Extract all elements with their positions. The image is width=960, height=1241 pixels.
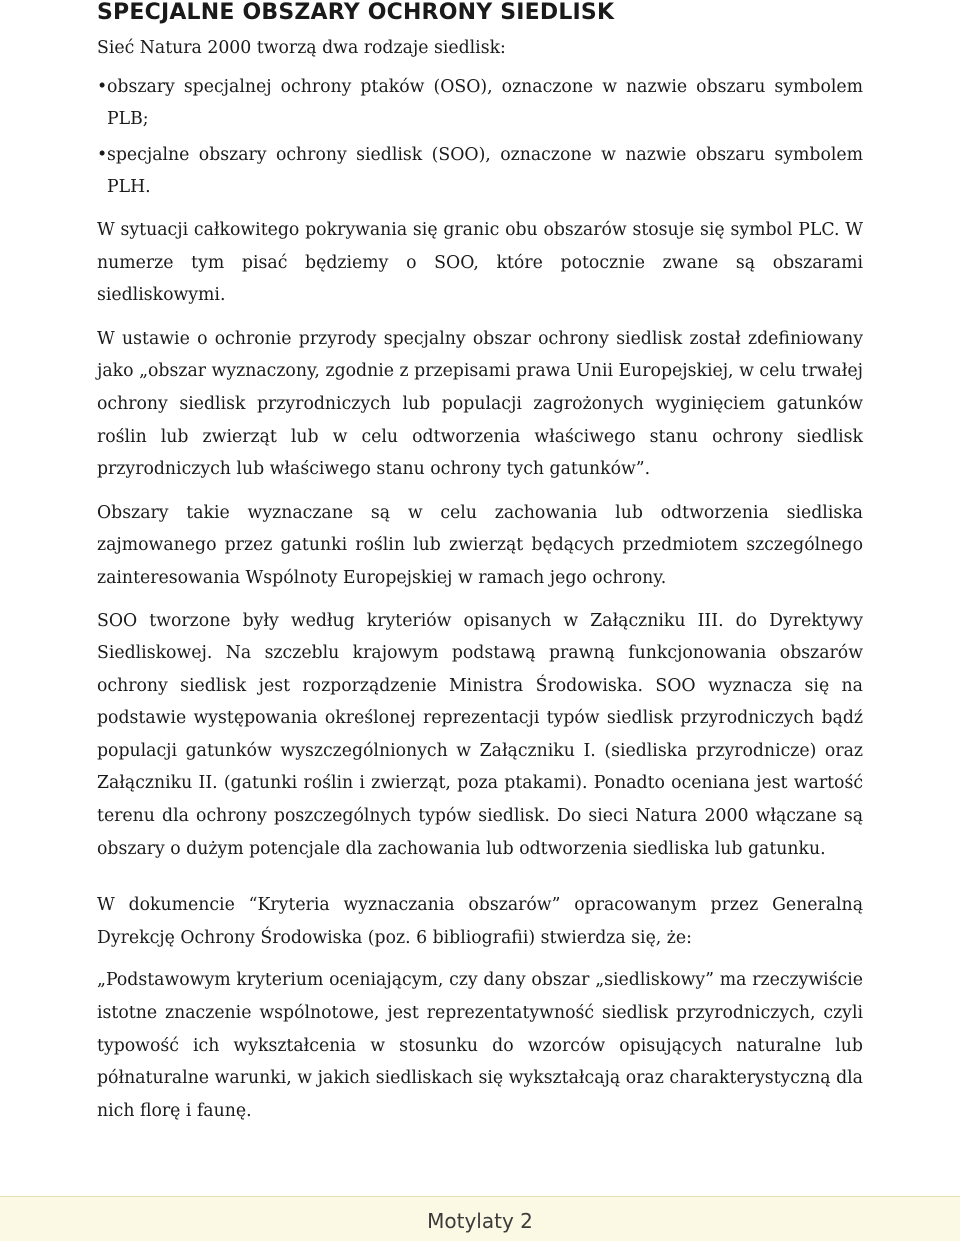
intro-text: Sieć Natura 2000 tworzą dwa rodzaje siedlisk: — [97, 38, 506, 58]
document-body — [97, 0, 863, 1127]
paragraph-definition: W ustawie o ochronie przyrody specjalny obszar ochrony siedlisk został zdefiniowany jako „obszar wyznaczony, zgodnie z przepisami prawa Unii Europejskiej, w celu trwałej ochrony siedlisk przyrodniczych lub populacji zagrożonych wyginięciem gatunków roślin lub zwierząt lub w celu odtworzenia właściwego stanu ochrony siedlisk przyrodniczych lub właściwego stanu ochrony tych gatunków”. — [97, 328, 863, 480]
list-item: • specjalne obszary ochrony siedlisk (SOO), oznaczone w nazwie obszaru symbolem PLH. — [97, 139, 863, 204]
paragraph-designation: Obszary takie wyznaczane są w celu zachowania lub odtworzenia siedliska zajmowanego przez gatunki roślin lub zwierząt będących przedmiotem szczególnego zainteresowania Wspólnoty Europejskiej w ramach jego ochrony. — [97, 502, 863, 588]
list-item: • obszary specjalnej ochrony ptaków (OSO), oznaczone w nazwie obszaru symbolem PLB; — [97, 71, 863, 136]
habitat-types-list — [97, 71, 863, 204]
paragraph-document: W dokumencie “Kryteria wyznaczania obszarów” opracowanym przez Generalną Dyrekcję Ochrony Środowiska (poz. 6 bibliografii) stwierdza się, że: — [97, 895, 863, 948]
page-title: SPECJALNE OBSZARY OCHRONY SIEDLISK — [97, 0, 615, 25]
footer-label: Motylaty 2 — [427, 1209, 533, 1233]
paragraph-plc: W sytuacji całkowitego pokrywania się granic obu obszarów stosuje się symbol PLC. W numerze tym pisać będziemy o SOO, które potocznie zwane są obszarami siedliskowymi. — [97, 219, 863, 306]
page-footer — [0, 1196, 960, 1241]
paragraph-criteria: SOO tworzone były według kryteriów opisanych w Załączniku III. do Dyrektywy Siedliskowej. Na szczeblu krajowym podstawą prawną funkcjonowania obszarów ochrony siedlisk jest rozporządzenie Ministra Środowiska. SOO wyznacza się na podstawie występowania określonej reprezentacji typów siedlisk przyrodniczych bądź populacji gatunków wyszczególnionych w Załączniku I. (siedliska przyrodnicze) oraz Załączniku II. (gatunki roślin i zwierząt, poza ptakami). Ponadto oceniana jest wartość terenu dla ochrony poszczególnych typów siedlisk. Do sieci Natura 2000 włączane są obszary o dużym potencjale dla zachowania lub odtworzenia siedliska lub gatunku. — [97, 610, 863, 859]
paragraph-quote: „Podstawowym kryterium oceniającym, czy dany obszar „siedliskowy” ma rzeczywiście istotne znaczenie wspólnotowe, jest reprezentatywność siedlisk przyrodniczych, czyli typowość ich wykształcenia w stosunku do wzorców opisujących naturalne lub półnaturalne warunki, w jakich siedliskach się wykształcają oraz charakterystyczną dla nich florę i faunę. — [97, 970, 863, 1121]
